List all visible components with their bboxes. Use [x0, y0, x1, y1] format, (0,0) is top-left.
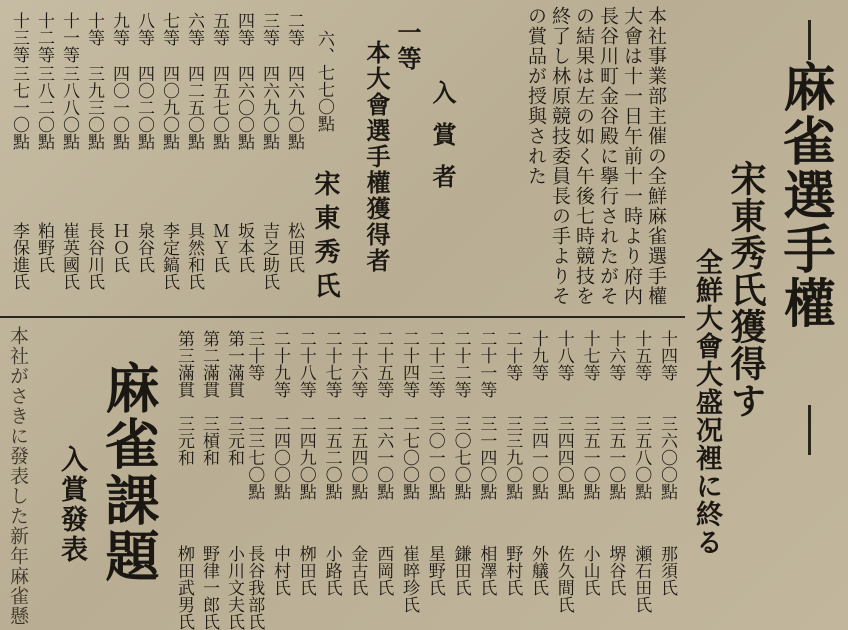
section2-subtitle: 入賞發表 — [56, 445, 87, 565]
lower-ranking-rank: 二十等 — [502, 330, 523, 381]
upper-ranking-rank: 十二等 — [34, 12, 54, 63]
upper-ranking-score: 四六九〇點 — [284, 65, 304, 150]
first-place-name: 宋東秀氏 — [310, 170, 340, 306]
upper-ranking-rank: 十三等 — [9, 12, 29, 63]
upper-ranking-score: 三九三〇點 — [84, 65, 104, 150]
upper-ranking-score: 三七一〇點 — [9, 65, 29, 150]
upper-ranking-rank: 十一等 — [59, 12, 79, 63]
lower-ranking-rank: 二十九等 — [270, 330, 290, 398]
lower-ranking-score: 三四一〇點 — [528, 415, 548, 500]
lower-ranking-rank: 二十三等 — [424, 330, 445, 398]
upper-ranking-score: 四六九〇點 — [259, 65, 279, 150]
lower-ranking-rank: 二十四等 — [399, 330, 419, 398]
lower-ranking-score: 二六一〇點 — [373, 415, 394, 500]
upper-ranking-score: 四六〇〇點 — [234, 65, 254, 150]
lower-ranking-name: 長谷我部氏 — [244, 545, 265, 630]
special-award-rank: 第三滿貫 — [174, 330, 194, 398]
lower-ranking-score: 二七〇〇點 — [399, 415, 419, 500]
lower-ranking-score: 二五四〇點 — [347, 415, 368, 500]
lower-ranking-score: 三四四〇點 — [553, 415, 574, 500]
lower-ranking-rank: 二十一等 — [476, 330, 497, 398]
lower-ranking-name: 中村氏 — [270, 545, 290, 596]
upper-ranking-name: 泉谷氏 — [134, 222, 154, 273]
upper-ranking-score: 三八二〇點 — [34, 65, 54, 150]
lower-ranking-score: 三〇一〇點 — [424, 415, 445, 500]
headline-sub1: 宋東秀氏獲得す — [725, 160, 767, 419]
upper-ranking-rank: 十等 — [84, 12, 104, 46]
lower-ranking-name: 堺谷氏 — [605, 545, 626, 596]
lower-ranking-name: 栁田氏 — [295, 545, 316, 596]
special-award-name: 小川文夫氏 — [224, 545, 244, 630]
lower-ranking-score: 三三九〇點 — [502, 415, 523, 500]
lower-ranking-score: 二四九〇點 — [295, 415, 316, 500]
upper-ranking-rank: 五等 — [209, 12, 229, 46]
upper-ranking-name: 具然和氏 — [184, 222, 204, 290]
special-award-rank: 第一滿貫 — [224, 330, 244, 398]
special-award-score: 三元和 — [224, 415, 244, 466]
upper-ranking-rank: 九等 — [109, 12, 129, 46]
article-line-2: 大會は十一日午前十一時より府内 — [621, 6, 643, 306]
headline-rule-bottom — [808, 405, 811, 455]
upper-ranking-rank: 四等 — [234, 12, 254, 46]
first-place-score: 六、七七〇點 — [314, 30, 334, 132]
upper-ranking-score: 四〇九〇點 — [159, 65, 179, 150]
special-award-score: 三元和 — [174, 415, 194, 466]
special-award-score: 三槓和 — [199, 415, 219, 466]
lower-ranking-name: 那須氏 — [657, 545, 677, 596]
lower-ranking-score: 二五二〇點 — [321, 415, 342, 500]
upper-ranking-score: 三八八〇點 — [59, 65, 79, 150]
lower-ranking-name: 瀬石田氏 — [631, 545, 652, 613]
upper-ranking-rank: 六等 — [184, 12, 204, 46]
lower-ranking-rank: 十五等 — [631, 330, 652, 381]
upper-ranking-rank: 二等 — [284, 12, 304, 46]
upper-ranking-name: ＨＯ氏 — [109, 222, 129, 273]
upper-ranking-score: 四五七〇點 — [209, 65, 229, 150]
upper-ranking-name: 松田氏 — [284, 222, 304, 273]
winners-heading: 入賞者 — [428, 80, 457, 206]
lower-ranking-rank: 十六等 — [605, 330, 626, 381]
upper-ranking-name: 長谷川氏 — [84, 222, 104, 290]
lower-ranking-rank: 二十六等 — [347, 330, 368, 398]
lower-ranking-name: 相澤氏 — [476, 545, 497, 596]
lower-ranking-score: 三五一〇點 — [579, 415, 600, 500]
upper-ranking-name: 李保進氏 — [9, 222, 29, 290]
headline-rule-top — [808, 20, 811, 60]
headline-sub2: 全鮮大會大盛况裡に終る — [691, 248, 722, 556]
upper-ranking-score: 四〇二〇點 — [134, 65, 154, 150]
article-line-5: 終了し林原競技委員長の手よりそ — [549, 6, 571, 306]
lower-ranking-name: 佐久間氏 — [553, 545, 574, 613]
upper-ranking-name: 坂本氏 — [234, 222, 254, 273]
special-award-name: 野律一郎氏 — [199, 545, 219, 630]
first-place-label: 一等 — [393, 20, 422, 72]
lower-ranking-name: 野村氏 — [502, 545, 523, 596]
section2-title: 麻雀課題 — [97, 360, 161, 584]
upper-ranking-rank: 七等 — [159, 12, 179, 46]
special-award-name: 栁田武男氏 — [174, 545, 194, 630]
upper-ranking-name: 李定鎬氏 — [159, 222, 179, 290]
lower-ranking-rank: 二十二等 — [450, 330, 471, 398]
lower-ranking-name: 西岡氏 — [373, 545, 394, 596]
lower-ranking-name: 小山氏 — [579, 545, 600, 596]
article-line-1: 本社事業部主催の全鮮麻雀選手權 — [645, 6, 667, 306]
lower-ranking-score: 三五八〇點 — [631, 415, 652, 500]
upper-ranking-name: 粕野氏 — [34, 222, 54, 273]
lower-ranking-name: 外艤氏 — [528, 545, 548, 596]
first-place-title: 本大會選手權獲得者 — [362, 40, 391, 274]
article-line-6: の賞品が授與された — [525, 6, 547, 186]
upper-ranking-name: ＭＹ氏 — [209, 222, 229, 273]
lower-ranking-score: 三六〇〇點 — [657, 415, 677, 500]
article-line-4: の結果は左の如く午後七時競技を — [573, 6, 595, 306]
lower-ranking-score: 三五一〇點 — [605, 415, 626, 500]
lower-ranking-rank: 十九等 — [528, 330, 548, 381]
section-divider — [0, 316, 685, 318]
upper-ranking-name: 吉之助氏 — [259, 222, 279, 290]
lower-ranking-rank: 十七等 — [579, 330, 600, 381]
lower-ranking-rank: 十四等 — [657, 330, 677, 381]
lower-ranking-rank: 二十五等 — [373, 330, 394, 398]
lower-ranking-score: 三一四〇點 — [476, 415, 497, 500]
lower-ranking-score: 三〇七〇點 — [450, 415, 471, 500]
article-line-3: 長谷川町金谷殿に擧行されたがそ — [597, 6, 619, 306]
lower-ranking-rank: 二十八等 — [295, 330, 316, 398]
lower-ranking-name: 星野氏 — [424, 545, 445, 596]
lower-ranking-name: 小路氏 — [321, 545, 342, 596]
upper-ranking-rank: 三等 — [259, 12, 279, 46]
special-award-rank: 第二滿貫 — [199, 330, 219, 398]
lower-ranking-rank: 二十七等 — [321, 330, 342, 398]
upper-ranking-score: 四二五〇點 — [184, 65, 204, 150]
lower-ranking-score: 二三七〇點 — [244, 415, 265, 500]
headline-main: 麻雀選手權 — [774, 60, 835, 330]
lower-ranking-name: 鎌田氏 — [450, 545, 471, 596]
lower-ranking-rank: 三十等 — [244, 330, 265, 381]
upper-ranking-name: 崔英國氏 — [59, 222, 79, 290]
lower-ranking-score: 二四〇〇點 — [270, 415, 290, 500]
lower-ranking-rank: 十八等 — [553, 330, 574, 381]
upper-ranking-rank: 八等 — [134, 12, 154, 46]
upper-ranking-score: 四〇一〇點 — [109, 65, 129, 150]
section2-lead: 本社がさきに發表した新年麻雀懸 — [7, 326, 29, 626]
lower-ranking-name: 金古氏 — [347, 545, 368, 596]
lower-ranking-name: 崔晬珍氏 — [399, 545, 419, 613]
